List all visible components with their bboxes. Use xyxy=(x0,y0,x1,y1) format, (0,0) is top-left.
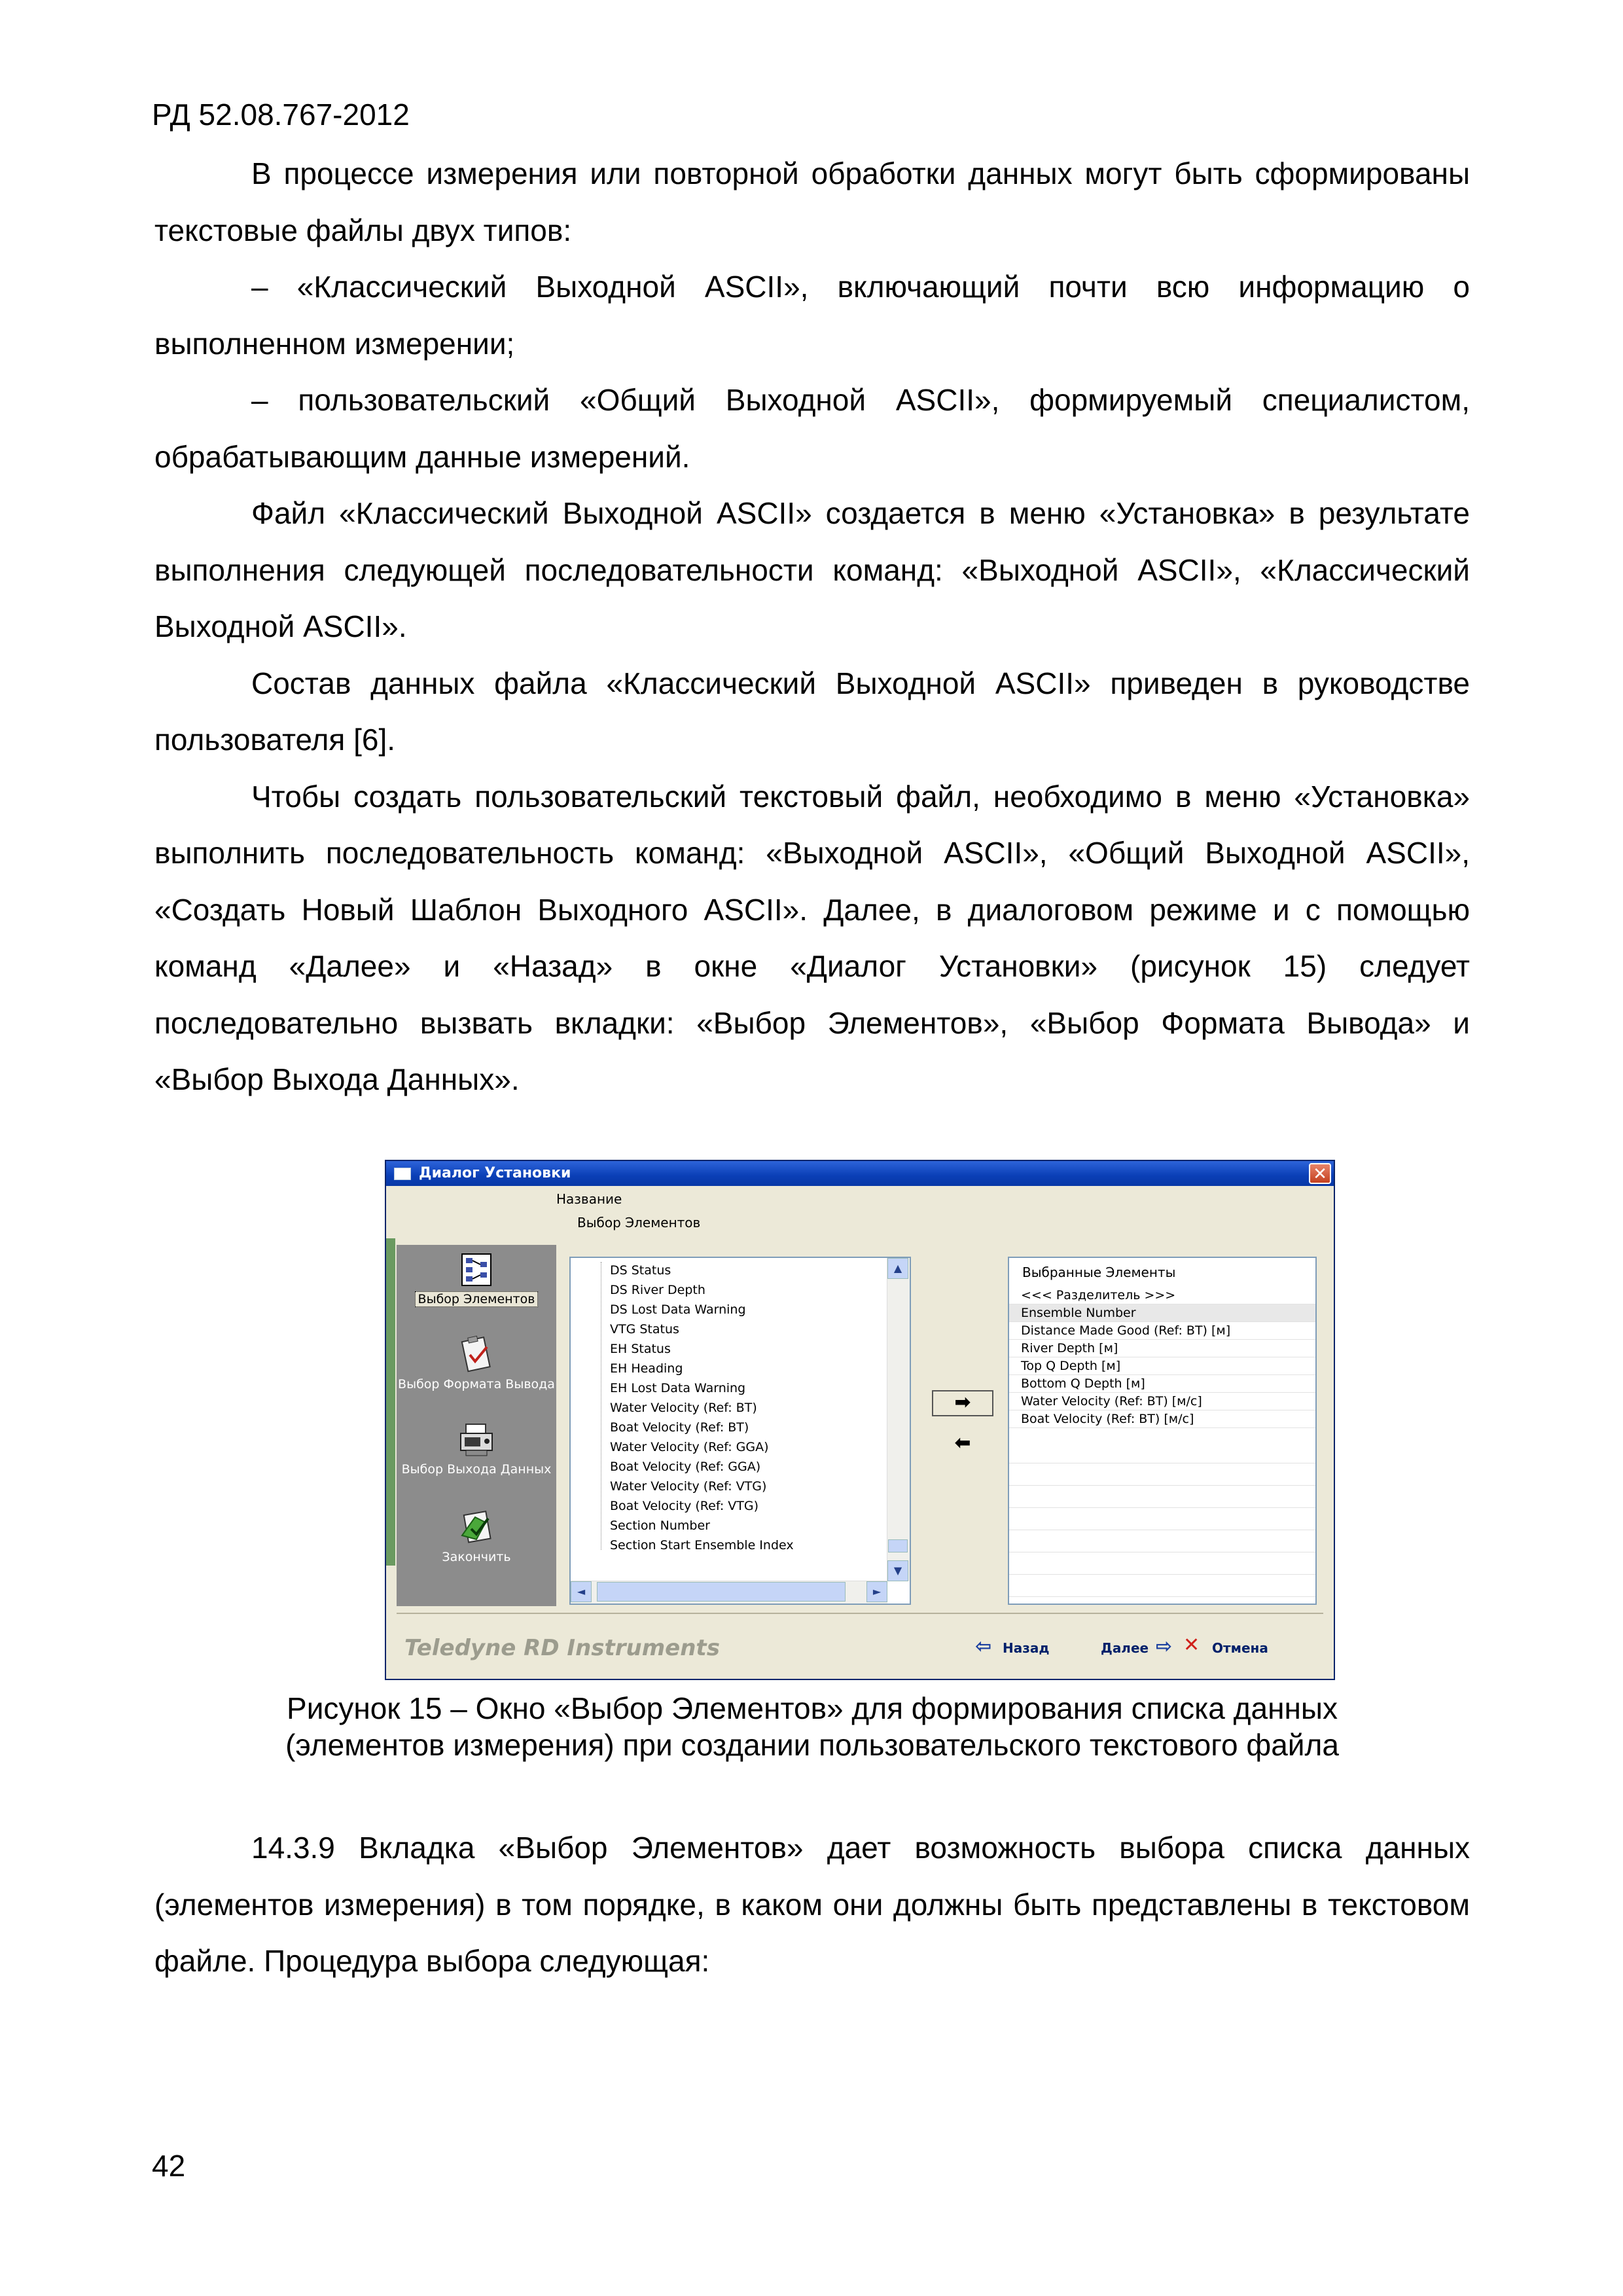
next-button[interactable]: Далее xyxy=(1101,1640,1149,1656)
empty-list-rows xyxy=(1009,1441,1315,1604)
header-label: Название xyxy=(556,1191,622,1207)
scroll-down-icon[interactable]: ▼ xyxy=(887,1560,908,1581)
scroll-up-icon[interactable]: ▲ xyxy=(887,1258,908,1279)
available-elements-list[interactable] xyxy=(569,1257,911,1605)
paragraph: 14.3.9 Вкладка «Выбор Элементов» дает возможность выбора списка данных (элементов измерения) в том порядке, в каком они должны быть представлены в текстовом файле. Процедура выбора следующая: xyxy=(154,1831,1470,1978)
brand-logo: Teledyne RD Instruments xyxy=(404,1635,720,1661)
scroll-thumb[interactable] xyxy=(888,1539,908,1552)
selected-list-header: Выбранные Элементы xyxy=(1022,1265,1176,1280)
document-code: РД 52.08.767-2012 xyxy=(152,98,410,132)
elements-icon xyxy=(458,1251,495,1288)
paragraph: В процессе измерения или повторной обработки данных могут быть сформированы текстовые файлы двух типов: xyxy=(154,156,1470,247)
paragraph: Файл «Классический Выходной ASCII» создается в меню «Установка» в результате выполнения следующей последовательности команд: «Выходной ASCII», «Классический Выходной ASCII». xyxy=(154,496,1470,643)
list-item[interactable]: Water Velocity (Ref: GGA) xyxy=(610,1440,769,1454)
list-item[interactable]: Section Start Ensemble Index xyxy=(610,1538,794,1552)
sidebar-item-label: Закончить xyxy=(442,1550,511,1564)
window-icon xyxy=(394,1168,411,1180)
selected-item[interactable]: Ensemble Number xyxy=(1009,1304,1315,1322)
selected-item[interactable]: Top Q Depth [м] xyxy=(1009,1357,1315,1375)
add-element-button[interactable]: ➡ xyxy=(932,1390,993,1416)
list-item[interactable]: Boat Velocity (Ref: GGA) xyxy=(610,1460,761,1474)
list-item[interactable]: DS Lost Data Warning xyxy=(610,1302,746,1317)
setup-dialog-figure xyxy=(385,1160,1335,1680)
section-text xyxy=(154,1820,1470,1990)
selected-item[interactable]: River Depth [м] xyxy=(1009,1340,1315,1357)
wizard-sidebar xyxy=(397,1245,556,1606)
horizontal-scrollbar[interactable] xyxy=(571,1581,887,1604)
selected-item[interactable]: Water Velocity (Ref: BT) [м/с] xyxy=(1009,1393,1315,1410)
selected-elements-list[interactable] xyxy=(1008,1257,1317,1605)
selected-item[interactable]: Bottom Q Depth [м] xyxy=(1009,1375,1315,1393)
selected-item[interactable]: Distance Made Good (Ref: BT) [м] xyxy=(1009,1322,1315,1340)
scroll-right-icon[interactable]: ► xyxy=(866,1581,887,1602)
cancel-icon[interactable]: ✕ xyxy=(1183,1634,1200,1657)
list-item[interactable]: Water Velocity (Ref: VTG) xyxy=(610,1479,767,1494)
selected-item[interactable]: Boat Velocity (Ref: BT) [м/с] xyxy=(1009,1410,1315,1428)
page-number: 42 xyxy=(152,2149,186,2183)
paragraph: – пользовательский «Общий Выходной ASCII», формируемый специалистом, обрабатывающим данные измерений. xyxy=(154,383,1470,474)
caption-line: Рисунок 15 – Окно «Выбор Элементов» для формирования списка данных xyxy=(287,1691,1338,1725)
dialog-titlebar xyxy=(386,1161,1334,1186)
paragraph: Чтобы создать пользовательский текстовый файл, необходимо в меню «Установка» выполнить последовательность команд: «Выходной ASCII», «Общий Выходной ASCII», «Создать Новый Шаблон Выходного ASCII». Далее, в диалоговом режиме и с помощью команд «Далее» и «Назад» в окне «Диалог Установки» (рисунок 15) следует последовательно вызвать вкладки: «Выбор Элементов», «Выбор Формата Вывода» и «Выбор Выхода Данных». xyxy=(154,779,1470,1096)
caption-line: (элементов измерения) при создании пользовательского текстового файла xyxy=(285,1728,1339,1762)
sidebar-item-output-format[interactable] xyxy=(397,1334,556,1391)
finish-icon xyxy=(457,1507,496,1546)
dialog-title: Диалог Установки xyxy=(419,1165,571,1181)
sidebar-item-finish[interactable] xyxy=(397,1507,556,1564)
vertical-scrollbar[interactable] xyxy=(887,1258,910,1581)
list-item[interactable]: Boat Velocity (Ref: BT) xyxy=(610,1420,749,1435)
list-item[interactable]: VTG Status xyxy=(610,1322,679,1336)
cancel-button[interactable]: Отмена xyxy=(1212,1640,1268,1656)
clipboard-check-icon xyxy=(458,1334,495,1373)
body-text xyxy=(154,145,1470,1108)
close-button[interactable]: ✕ xyxy=(1309,1163,1331,1184)
sidebar-item-data-output[interactable] xyxy=(397,1422,556,1477)
sidebar-accent xyxy=(386,1238,395,1566)
remove-element-button[interactable]: ⬅ xyxy=(932,1431,993,1457)
scroll-left-icon[interactable]: ◄ xyxy=(571,1581,592,1602)
figure-caption xyxy=(154,1690,1470,1763)
header-subtitle: Выбор Элементов xyxy=(577,1215,701,1230)
list-item[interactable]: Water Velocity (Ref: BT) xyxy=(610,1401,757,1415)
list-item[interactable]: DS River Depth xyxy=(610,1283,705,1297)
sidebar-item-elements[interactable] xyxy=(397,1251,556,1306)
sidebar-item-label: Выбор Выхода Данных xyxy=(401,1462,552,1477)
sidebar-item-label: Выбор Элементов xyxy=(415,1291,539,1307)
list-item[interactable]: Boat Velocity (Ref: VTG) xyxy=(610,1499,759,1513)
back-button[interactable]: Назад xyxy=(1003,1640,1050,1656)
back-arrow-icon[interactable]: ⇦ xyxy=(975,1635,992,1658)
fax-machine-icon xyxy=(457,1422,496,1458)
footer-divider xyxy=(397,1613,1323,1614)
selected-item[interactable]: <<< Разделитель >>> xyxy=(1009,1287,1315,1304)
next-arrow-icon[interactable]: ⇨ xyxy=(1156,1635,1173,1658)
list-item[interactable]: DS Status xyxy=(610,1263,671,1278)
list-item[interactable]: EH Status xyxy=(610,1342,671,1356)
list-item[interactable]: EH Heading xyxy=(610,1361,683,1376)
sidebar-item-label: Выбор Формата Вывода xyxy=(398,1377,555,1391)
list-item[interactable]: Section Number xyxy=(610,1518,710,1533)
paragraph: – «Классический Выходной ASCII», включающий почти всю информацию о выполненном измерении; xyxy=(154,270,1470,361)
scroll-thumb[interactable] xyxy=(597,1582,846,1602)
paragraph: Состав данных файла «Классический Выходной ASCII» приведен в руководстве пользователя [6]. xyxy=(154,666,1470,757)
list-item[interactable]: EH Lost Data Warning xyxy=(610,1381,746,1395)
